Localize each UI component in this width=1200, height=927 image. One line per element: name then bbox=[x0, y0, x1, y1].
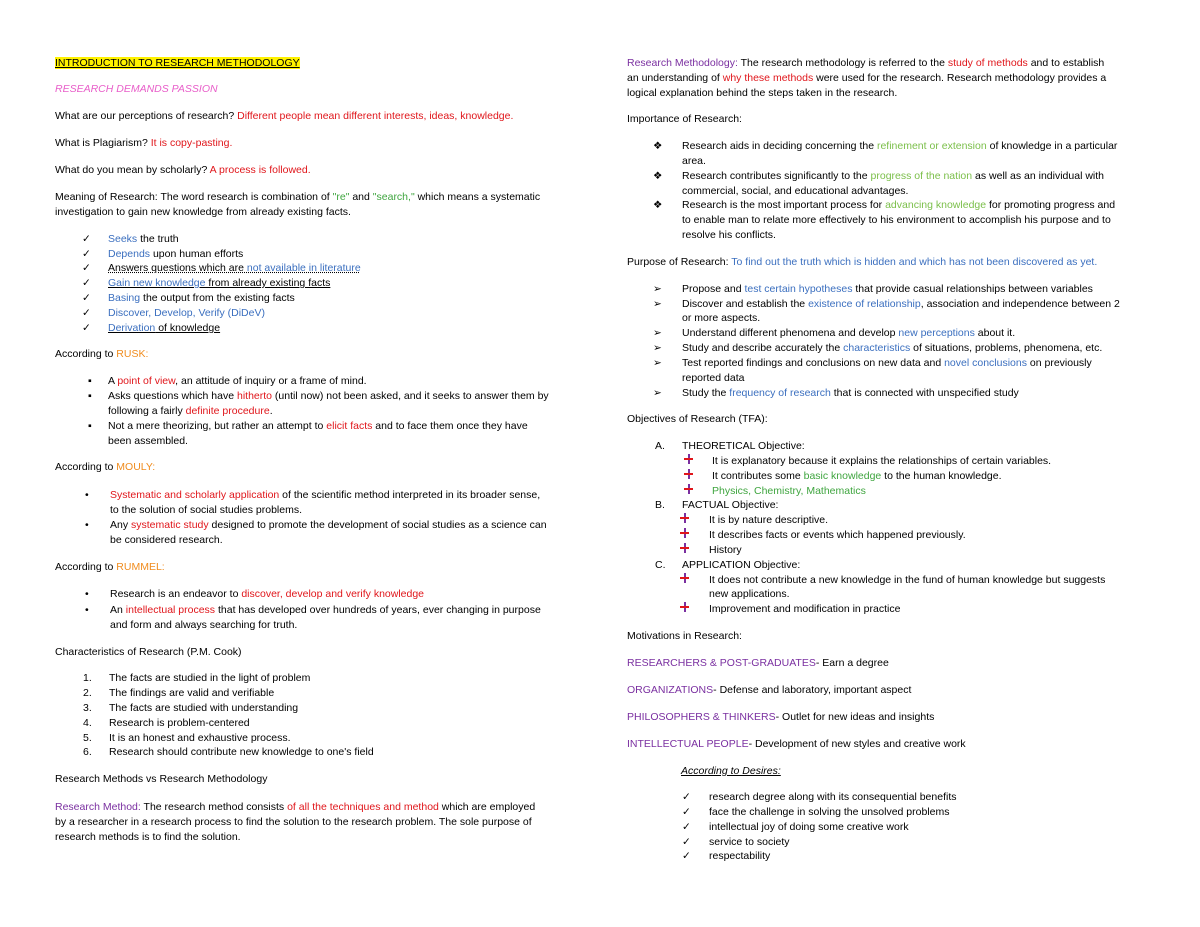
motivation-item: RESEARCHERS & POST-GRADUATES- Earn a degree bbox=[627, 657, 889, 669]
list-item: ✓ Seeks the truth bbox=[82, 233, 179, 245]
list-item: • An intellectual process that has developed over hundreds of years, ever changing in purpose bbox=[85, 604, 541, 616]
meaning-of-research: Meaning of Research: The word research is combination of "re" and "search," which means a systematic bbox=[55, 191, 541, 203]
list-item-cont: been assembled. bbox=[108, 435, 188, 447]
list-item: 2. The findings are valid and verifiable bbox=[83, 687, 275, 699]
objectives-title: Objectives of Research (TFA): bbox=[627, 413, 768, 425]
list-item: ▪ Asks questions which have hitherto (until now) not been asked, and it seeks to answer them by bbox=[88, 390, 549, 402]
list-item: ➢ Study the frequency of research that is connected with unspecified study bbox=[653, 387, 1019, 399]
cross-arrow-icon bbox=[680, 543, 689, 553]
check-icon: ✓ bbox=[82, 292, 91, 304]
list-item: ✓ Discover, Develop, Verify (DiDeV) bbox=[82, 307, 265, 319]
list-item: ✓ respectability bbox=[682, 850, 771, 862]
arrow-bullet-icon: ➢ bbox=[653, 298, 662, 310]
list-item: ❖ Research is the most important process for advancing knowledge for promoting progress and bbox=[653, 199, 1116, 211]
cross-arrow-icon bbox=[680, 573, 689, 583]
section-rusk: According to RUSK: bbox=[55, 348, 149, 360]
importance-title: Importance of Research: bbox=[627, 113, 742, 125]
arrow-bullet-icon: ➢ bbox=[653, 357, 662, 369]
meaning-of-research-cont: investigation to gain new knowledge from already existing facts. bbox=[55, 206, 351, 218]
cross-arrow-icon bbox=[680, 528, 689, 538]
arrow-bullet-icon: ➢ bbox=[653, 342, 662, 354]
list-item-cont: commercial, social, and educational advantages. bbox=[682, 185, 909, 197]
doc-subtitle: RESEARCH DEMANDS PASSION bbox=[55, 83, 218, 95]
list-item: Improvement and modification in practice bbox=[627, 602, 900, 616]
list-item: ✓ Answers questions which are not available in literature bbox=[82, 262, 361, 274]
list-item: ✓ Basing the output from the existing facts bbox=[82, 292, 295, 304]
desires-title: According to Desires: bbox=[681, 765, 781, 777]
list-item: Physics, Chemistry, Mathematics bbox=[627, 484, 866, 498]
list-item: ➢ Study and describe accurately the characteristics of situations, problems, phenomena, etc. bbox=[653, 342, 1103, 354]
list-item: ➢ Test reported findings and conclusions on new data and novel conclusions on previously bbox=[653, 357, 1092, 369]
check-icon: ✓ bbox=[82, 248, 91, 260]
list-item-cont: reported data bbox=[682, 372, 745, 384]
motivation-item: INTELLECTUAL PEOPLE- Development of new styles and creative work bbox=[627, 738, 966, 750]
research-method-def-cont: by a researcher in a research process to find the solution to the research problem. The sole purpose of bbox=[55, 816, 532, 828]
research-method-def: Research Method: The research method consists of all the techniques and method which are employed bbox=[55, 801, 536, 813]
square-bullet-icon: ▪ bbox=[88, 375, 92, 387]
objective-factual: B. FACTUAL Objective: bbox=[655, 499, 779, 511]
list-item: It is by nature descriptive. bbox=[627, 513, 828, 527]
list-item: 1. The facts are studied in the light of problem bbox=[83, 672, 311, 684]
list-item: ✓ face the challenge in solving the unsolved problems bbox=[682, 806, 950, 818]
section-rummel: According to RUMMEL: bbox=[55, 561, 165, 573]
research-method-def-cont: research methods is to find the solution. bbox=[55, 831, 241, 843]
methods-vs-methodology-title: Research Methods vs Research Methodology bbox=[55, 773, 268, 785]
arrow-bullet-icon: ➢ bbox=[653, 283, 662, 295]
diamond-bullet-icon: ❖ bbox=[653, 140, 663, 152]
check-icon: ✓ bbox=[82, 277, 91, 289]
diamond-bullet-icon: ❖ bbox=[653, 199, 663, 211]
cross-arrow-icon bbox=[684, 484, 693, 494]
check-icon: ✓ bbox=[82, 322, 91, 334]
dot-bullet-icon: • bbox=[85, 519, 89, 531]
list-item: ✓ Gain new knowledge from already existing facts bbox=[82, 277, 331, 289]
doc-title: INTRODUCTION TO RESEARCH METHODOLOGY bbox=[55, 57, 300, 69]
dot-bullet-icon: • bbox=[85, 604, 89, 616]
purpose-title: Purpose of Research: To find out the truth which is hidden and which has not been discovered as yet. bbox=[627, 256, 1098, 268]
check-icon: ✓ bbox=[682, 821, 691, 833]
square-bullet-icon: ▪ bbox=[88, 390, 92, 402]
list-item: ➢ Understand different phenomena and develop new perceptions about it. bbox=[653, 327, 1016, 339]
section-mouly: According to MOULY: bbox=[55, 461, 156, 473]
question-scholarly: What do you mean by scholarly? A process is followed. bbox=[55, 164, 311, 176]
cross-arrow-icon bbox=[680, 602, 689, 612]
list-item: History bbox=[627, 543, 742, 557]
question-plagiarism: What is Plagiarism? It is copy-pasting. bbox=[55, 137, 233, 149]
check-icon: ✓ bbox=[82, 307, 91, 319]
list-item: • Systematic and scholarly application of the scientific method interpreted in its broader sense, bbox=[85, 489, 541, 501]
dot-bullet-icon: • bbox=[85, 588, 89, 600]
list-item-cont: be considered research. bbox=[110, 534, 223, 546]
list-item-cont: area. bbox=[682, 155, 706, 167]
list-item-cont: to enable man to relate more effectively to his environment to accomplish his purpose and to bbox=[682, 214, 1111, 226]
list-item: 6. Research should contribute new knowledge to one's field bbox=[83, 746, 374, 758]
list-item-cont: and form and always searching for truth. bbox=[110, 619, 298, 631]
list-item: ❖ Research contributes significantly to the progress of the nation as well as an individual with bbox=[653, 170, 1104, 182]
list-item: ✓ intellectual joy of doing some creative work bbox=[682, 821, 909, 833]
arrow-bullet-icon: ➢ bbox=[653, 387, 662, 399]
check-icon: ✓ bbox=[682, 850, 691, 862]
list-item-cont: new applications. bbox=[709, 588, 790, 600]
list-item: It is explanatory because it explains the relationships of certain variables. bbox=[627, 454, 1051, 468]
objective-application: C. APPLICATION Objective: bbox=[655, 559, 801, 571]
list-item: It describes facts or events which happened previously. bbox=[627, 528, 966, 542]
list-item: • Any systematic study designed to promote the development of social studies as a science can bbox=[85, 519, 547, 531]
dot-bullet-icon: • bbox=[85, 489, 89, 501]
motivation-item: ORGANIZATIONS- Defense and laboratory, important aspect bbox=[627, 684, 912, 696]
characteristics-title: Characteristics of Research (P.M. Cook) bbox=[55, 646, 242, 658]
list-item: 4. Research is problem-centered bbox=[83, 717, 250, 729]
research-methodology-def: Research Methodology: The research methodology is referred to the study of methods and to establish bbox=[627, 57, 1105, 69]
motivation-item: PHILOSOPHERS & THINKERS- Outlet for new ideas and insights bbox=[627, 711, 935, 723]
check-icon: ✓ bbox=[82, 233, 91, 245]
list-item: It does not contribute a new knowledge in the fund of human knowledge but suggests bbox=[627, 573, 1105, 587]
motivations-title: Motivations in Research: bbox=[627, 630, 742, 642]
square-bullet-icon: ▪ bbox=[88, 420, 92, 432]
list-item: ➢ Propose and test certain hypotheses that provide casual relationships between variables bbox=[653, 283, 1093, 295]
list-item: It contributes some basic knowledge to the human knowledge. bbox=[627, 469, 1002, 483]
research-methodology-def-cont: logical explanation behind the steps taken in the research. bbox=[627, 87, 898, 99]
check-icon: ✓ bbox=[682, 791, 691, 803]
list-item: ▪ Not a mere theorizing, but rather an attempt to elicit facts and to face them once they have bbox=[88, 420, 528, 432]
check-icon: ✓ bbox=[682, 806, 691, 818]
list-item: ✓ research degree along with its consequential benefits bbox=[682, 791, 957, 803]
list-item: 5. It is an honest and exhaustive process. bbox=[83, 732, 291, 744]
list-item: ❖ Research aids in deciding concerning the refinement or extension of knowledge in a particular bbox=[653, 140, 1118, 152]
objective-theoretical: A. THEORETICAL Objective: bbox=[655, 440, 805, 452]
list-item: ➢ Discover and establish the existence of relationship, association and independence between 2 bbox=[653, 298, 1120, 310]
list-item: 3. The facts are studied with understanding bbox=[83, 702, 299, 714]
list-item-cont: to the solution of social studies problems. bbox=[110, 504, 303, 516]
question-perceptions: What are our perceptions of research? Different people mean different interests, ideas, knowledge. bbox=[55, 110, 514, 122]
check-icon: ✓ bbox=[682, 836, 691, 848]
list-item: • Research is an endeavor to discover, develop and verify knowledge bbox=[85, 588, 425, 600]
research-methodology-def-cont: an understanding of why these methods were used for the research. Research methodology provides a bbox=[627, 72, 1107, 84]
check-icon: ✓ bbox=[82, 262, 91, 274]
list-item: ✓ service to society bbox=[682, 836, 790, 848]
list-item: ✓ Depends upon human efforts bbox=[82, 248, 244, 260]
list-item-cont: or more aspects. bbox=[682, 312, 761, 324]
list-item: ▪ A point of view, an attitude of inquiry or a frame of mind. bbox=[88, 375, 367, 387]
list-item-cont: following a fairly definite procedure. bbox=[108, 405, 273, 417]
list-item-cont: resolve his conflicts. bbox=[682, 229, 776, 241]
diamond-bullet-icon: ❖ bbox=[653, 170, 663, 182]
cross-arrow-icon bbox=[680, 513, 689, 523]
cross-arrow-icon bbox=[684, 469, 693, 479]
cross-arrow-icon bbox=[684, 454, 693, 464]
list-item: ✓ Derivation of knowledge bbox=[82, 322, 221, 334]
arrow-bullet-icon: ➢ bbox=[653, 327, 662, 339]
